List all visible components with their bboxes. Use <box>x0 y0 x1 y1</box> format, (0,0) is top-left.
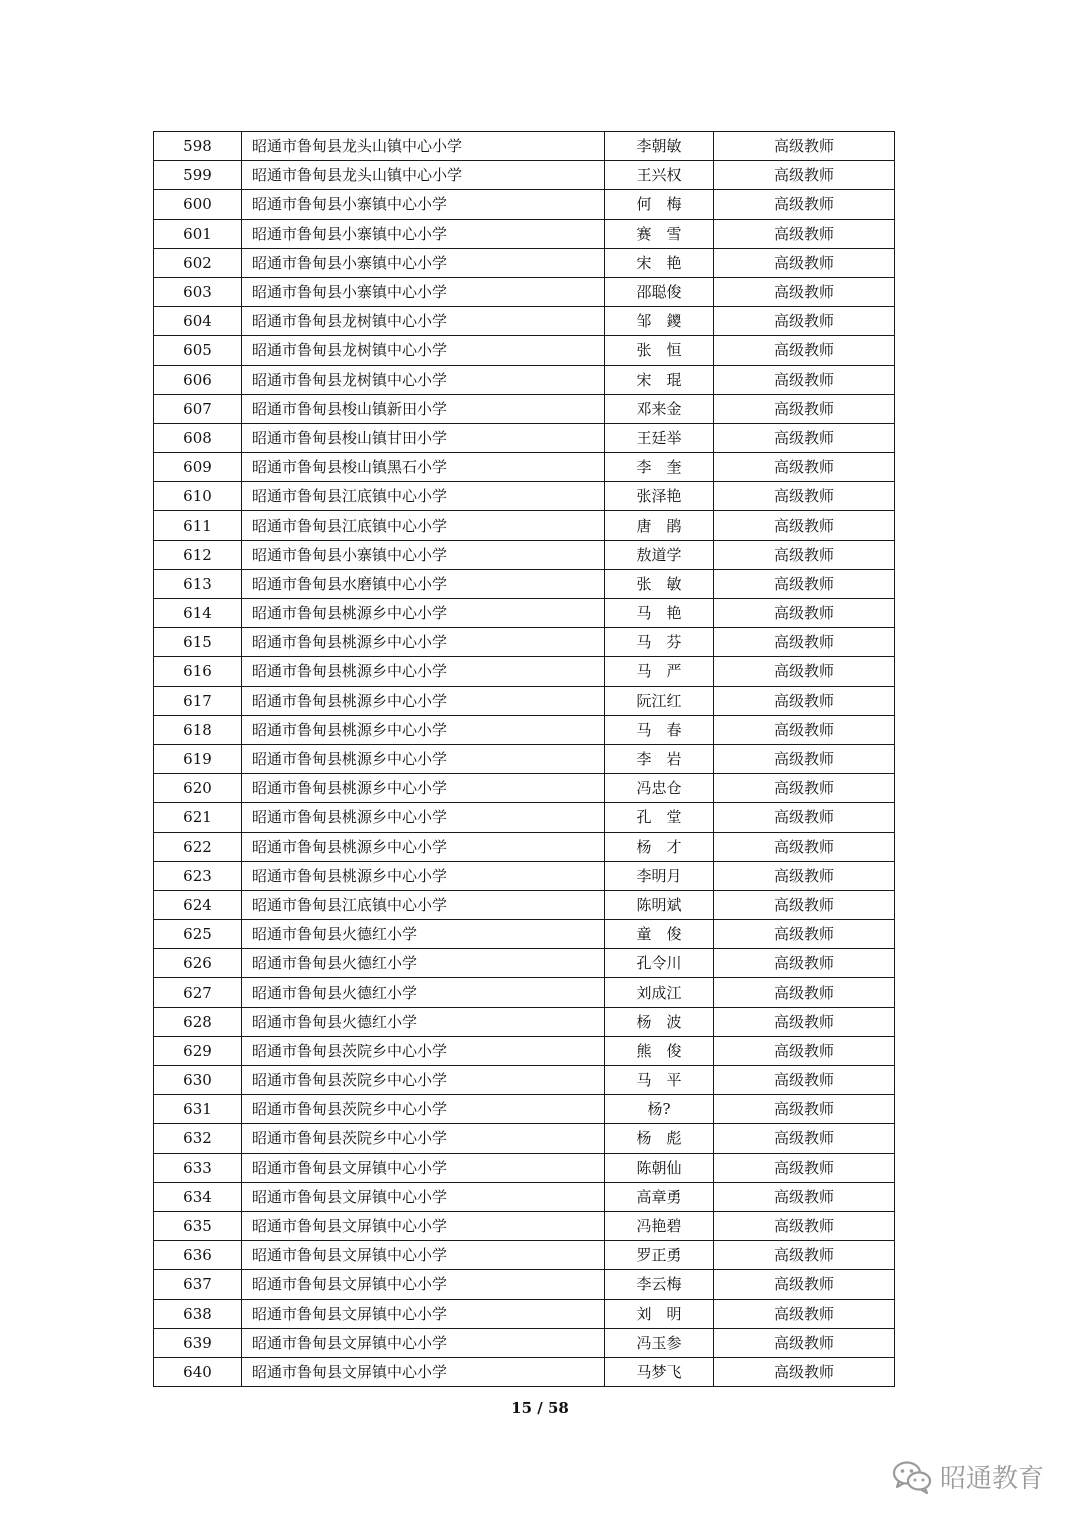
table-row <box>154 1241 895 1270</box>
school-name: 昭通市鲁甸县小寨镇中心小学 <box>242 540 605 569</box>
school-name: 昭通市鲁甸县桃源乡中心小学 <box>242 861 605 890</box>
school-name: 昭通市鲁甸县梭山镇新田小学 <box>242 394 605 423</box>
teacher-title: 高级教师 <box>714 423 895 452</box>
teacher-name: 何 梅 <box>605 190 714 219</box>
school-name: 昭通市鲁甸县文屏镇中心小学 <box>242 1211 605 1240</box>
teacher-title: 高级教师 <box>714 1211 895 1240</box>
table-row <box>154 569 895 598</box>
row-number: 625 <box>154 920 242 949</box>
row-number: 615 <box>154 628 242 657</box>
row-number: 605 <box>154 336 242 365</box>
row-number: 619 <box>154 744 242 773</box>
school-name: 昭通市鲁甸县茨院乡中心小学 <box>242 1036 605 1065</box>
table-row <box>154 1357 895 1386</box>
teacher-name: 冯忠仓 <box>605 774 714 803</box>
teacher-title: 高级教师 <box>714 686 895 715</box>
teacher-title: 高级教师 <box>714 1095 895 1124</box>
school-name: 昭通市鲁甸县桃源乡中心小学 <box>242 832 605 861</box>
teacher-title: 高级教师 <box>714 744 895 773</box>
row-number: 620 <box>154 774 242 803</box>
school-name: 昭通市鲁甸县桃源乡中心小学 <box>242 599 605 628</box>
school-name: 昭通市鲁甸县梭山镇黑石小学 <box>242 453 605 482</box>
row-number: 630 <box>154 1066 242 1095</box>
table-row <box>154 832 895 861</box>
teacher-name: 马 艳 <box>605 599 714 628</box>
row-number: 608 <box>154 423 242 452</box>
table-row <box>154 277 895 306</box>
teacher-name: 王兴权 <box>605 161 714 190</box>
row-number: 616 <box>154 657 242 686</box>
row-number: 621 <box>154 803 242 832</box>
school-name: 昭通市鲁甸县文屏镇中心小学 <box>242 1241 605 1270</box>
teacher-name: 刘 明 <box>605 1299 714 1328</box>
row-number: 602 <box>154 248 242 277</box>
teacher-title: 高级教师 <box>714 657 895 686</box>
school-name: 昭通市鲁甸县龙树镇中心小学 <box>242 365 605 394</box>
table-row <box>154 1095 895 1124</box>
row-number: 617 <box>154 686 242 715</box>
table-row <box>154 394 895 423</box>
school-name: 昭通市鲁甸县文屏镇中心小学 <box>242 1328 605 1357</box>
teacher-name: 马 严 <box>605 657 714 686</box>
teacher-title: 高级教师 <box>714 803 895 832</box>
table-row <box>154 978 895 1007</box>
teacher-title: 高级教师 <box>714 920 895 949</box>
school-name: 昭通市鲁甸县桃源乡中心小学 <box>242 657 605 686</box>
school-name: 昭通市鲁甸县江底镇中心小学 <box>242 511 605 540</box>
row-number: 601 <box>154 219 242 248</box>
teacher-title: 高级教师 <box>714 1357 895 1386</box>
teacher-name: 杨 彪 <box>605 1124 714 1153</box>
teacher-name: 张 恒 <box>605 336 714 365</box>
teacher-title: 高级教师 <box>714 890 895 919</box>
teacher-title: 高级教师 <box>714 365 895 394</box>
teacher-name: 冯艳碧 <box>605 1211 714 1240</box>
teacher-name: 李 岩 <box>605 744 714 773</box>
teacher-name: 杨? <box>605 1095 714 1124</box>
table-row <box>154 1270 895 1299</box>
school-name: 昭通市鲁甸县文屏镇中心小学 <box>242 1357 605 1386</box>
teacher-title: 高级教师 <box>714 1124 895 1153</box>
row-number: 640 <box>154 1357 242 1386</box>
school-name: 昭通市鲁甸县桃源乡中心小学 <box>242 803 605 832</box>
teacher-name: 马 春 <box>605 715 714 744</box>
school-name: 昭通市鲁甸县文屏镇中心小学 <box>242 1153 605 1182</box>
row-number: 618 <box>154 715 242 744</box>
table-row <box>154 890 895 919</box>
teacher-name: 刘成江 <box>605 978 714 1007</box>
table-row <box>154 774 895 803</box>
row-number: 610 <box>154 482 242 511</box>
teacher-title: 高级教师 <box>714 132 895 161</box>
teacher-title: 高级教师 <box>714 482 895 511</box>
teacher-title: 高级教师 <box>714 511 895 540</box>
teacher-name: 王廷举 <box>605 423 714 452</box>
teacher-title: 高级教师 <box>714 1270 895 1299</box>
row-number: 613 <box>154 569 242 598</box>
row-number: 612 <box>154 540 242 569</box>
table-row <box>154 1328 895 1357</box>
school-name: 昭通市鲁甸县水磨镇中心小学 <box>242 569 605 598</box>
row-number: 607 <box>154 394 242 423</box>
school-name: 昭通市鲁甸县江底镇中心小学 <box>242 482 605 511</box>
table-row <box>154 657 895 686</box>
school-name: 昭通市鲁甸县江底镇中心小学 <box>242 890 605 919</box>
teacher-name: 李明月 <box>605 861 714 890</box>
school-name: 昭通市鲁甸县龙头山镇中心小学 <box>242 161 605 190</box>
school-name: 昭通市鲁甸县茨院乡中心小学 <box>242 1066 605 1095</box>
school-name: 昭通市鲁甸县桃源乡中心小学 <box>242 715 605 744</box>
teacher-name: 邓来金 <box>605 394 714 423</box>
school-name: 昭通市鲁甸县小寨镇中心小学 <box>242 219 605 248</box>
table-row <box>154 1036 895 1065</box>
teacher-name: 孔令川 <box>605 949 714 978</box>
table-row <box>154 161 895 190</box>
school-name: 昭通市鲁甸县文屏镇中心小学 <box>242 1299 605 1328</box>
row-number: 638 <box>154 1299 242 1328</box>
school-name: 昭通市鲁甸县火德红小学 <box>242 949 605 978</box>
teacher-title: 高级教师 <box>714 219 895 248</box>
teacher-title: 高级教师 <box>714 628 895 657</box>
row-number: 631 <box>154 1095 242 1124</box>
teacher-name: 赛 雪 <box>605 219 714 248</box>
table-row <box>154 132 895 161</box>
row-number: 629 <box>154 1036 242 1065</box>
teacher-name: 宋 琨 <box>605 365 714 394</box>
row-number: 614 <box>154 599 242 628</box>
teacher-title: 高级教师 <box>714 1036 895 1065</box>
teacher-name: 罗正勇 <box>605 1241 714 1270</box>
school-name: 昭通市鲁甸县火德红小学 <box>242 978 605 1007</box>
school-name: 昭通市鲁甸县桃源乡中心小学 <box>242 686 605 715</box>
row-number: 633 <box>154 1153 242 1182</box>
school-name: 昭通市鲁甸县桃源乡中心小学 <box>242 744 605 773</box>
teacher-name: 邹 鑁 <box>605 307 714 336</box>
row-number: 635 <box>154 1211 242 1240</box>
teacher-title: 高级教师 <box>714 569 895 598</box>
teacher-title: 高级教师 <box>714 1066 895 1095</box>
table-row <box>154 1211 895 1240</box>
teacher-title: 高级教师 <box>714 599 895 628</box>
table-row <box>154 715 895 744</box>
school-name: 昭通市鲁甸县桃源乡中心小学 <box>242 628 605 657</box>
school-name: 昭通市鲁甸县茨院乡中心小学 <box>242 1095 605 1124</box>
teacher-name: 冯玉参 <box>605 1328 714 1357</box>
teacher-title: 高级教师 <box>714 861 895 890</box>
row-number: 628 <box>154 1007 242 1036</box>
teacher-name: 张 敏 <box>605 569 714 598</box>
table-row <box>154 336 895 365</box>
row-number: 598 <box>154 132 242 161</box>
table-row <box>154 1299 895 1328</box>
teacher-name: 张泽艳 <box>605 482 714 511</box>
school-name: 昭通市鲁甸县文屏镇中心小学 <box>242 1270 605 1299</box>
school-name: 昭通市鲁甸县小寨镇中心小学 <box>242 277 605 306</box>
school-name: 昭通市鲁甸县小寨镇中心小学 <box>242 190 605 219</box>
row-number: 600 <box>154 190 242 219</box>
teacher-title: 高级教师 <box>714 1328 895 1357</box>
teacher-title: 高级教师 <box>714 1241 895 1270</box>
teacher-title: 高级教师 <box>714 949 895 978</box>
teacher-name: 李云梅 <box>605 1270 714 1299</box>
school-name: 昭通市鲁甸县火德红小学 <box>242 920 605 949</box>
teacher-name: 敖道学 <box>605 540 714 569</box>
row-number: 604 <box>154 307 242 336</box>
table-row <box>154 861 895 890</box>
row-number: 637 <box>154 1270 242 1299</box>
table-row <box>154 190 895 219</box>
row-number: 634 <box>154 1182 242 1211</box>
teacher-title: 高级教师 <box>714 161 895 190</box>
row-number: 626 <box>154 949 242 978</box>
teacher-name: 马 芬 <box>605 628 714 657</box>
teacher-name: 李朝敏 <box>605 132 714 161</box>
school-name: 昭通市鲁甸县梭山镇甘田小学 <box>242 423 605 452</box>
table-row <box>154 248 895 277</box>
row-number: 609 <box>154 453 242 482</box>
table-row <box>154 1124 895 1153</box>
table-row <box>154 1182 895 1211</box>
school-name: 昭通市鲁甸县茨院乡中心小学 <box>242 1124 605 1153</box>
teacher-name: 杨 波 <box>605 1007 714 1036</box>
table-row <box>154 1066 895 1095</box>
school-name: 昭通市鲁甸县文屏镇中心小学 <box>242 1182 605 1211</box>
teacher-name: 高章勇 <box>605 1182 714 1211</box>
teacher-title: 高级教师 <box>714 190 895 219</box>
table-row <box>154 219 895 248</box>
teacher-title: 高级教师 <box>714 715 895 744</box>
table-row <box>154 423 895 452</box>
table-row <box>154 599 895 628</box>
teacher-name: 熊 俊 <box>605 1036 714 1065</box>
table-row <box>154 307 895 336</box>
teacher-title: 高级教师 <box>714 832 895 861</box>
school-name: 昭通市鲁甸县龙头山镇中心小学 <box>242 132 605 161</box>
teacher-name: 马梦飞 <box>605 1357 714 1386</box>
school-name: 昭通市鲁甸县桃源乡中心小学 <box>242 774 605 803</box>
teacher-title: 高级教师 <box>714 1182 895 1211</box>
teacher-name: 阮江红 <box>605 686 714 715</box>
wechat-icon <box>892 1460 932 1494</box>
table-row <box>154 511 895 540</box>
table-row <box>154 744 895 773</box>
page-number: 15 / 58 <box>511 1399 569 1417</box>
watermark-text: 昭通教育 <box>939 1464 1044 1494</box>
teacher-title: 高级教师 <box>714 277 895 306</box>
teacher-name: 杨 才 <box>605 832 714 861</box>
teacher-name: 唐 鹃 <box>605 511 714 540</box>
teacher-name: 李 奎 <box>605 453 714 482</box>
teacher-name: 宋 艳 <box>605 248 714 277</box>
table-row <box>154 1007 895 1036</box>
teacher-title: 高级教师 <box>714 248 895 277</box>
table-row <box>154 365 895 394</box>
watermark <box>892 1458 1044 1495</box>
row-number: 606 <box>154 365 242 394</box>
teacher-title: 高级教师 <box>714 1299 895 1328</box>
table-row <box>154 453 895 482</box>
row-number: 624 <box>154 890 242 919</box>
teacher-title: 高级教师 <box>714 540 895 569</box>
teacher-name: 马 平 <box>605 1066 714 1095</box>
row-number: 599 <box>154 161 242 190</box>
teacher-title: 高级教师 <box>714 394 895 423</box>
table-row <box>154 1153 895 1182</box>
table-row <box>154 628 895 657</box>
teacher-title: 高级教师 <box>714 978 895 1007</box>
row-number: 622 <box>154 832 242 861</box>
teacher-title: 高级教师 <box>714 1153 895 1182</box>
school-name: 昭通市鲁甸县小寨镇中心小学 <box>242 248 605 277</box>
teacher-title: 高级教师 <box>714 336 895 365</box>
table-body <box>154 132 895 1387</box>
row-number: 603 <box>154 277 242 306</box>
school-name: 昭通市鲁甸县龙树镇中心小学 <box>242 336 605 365</box>
teacher-name: 童 俊 <box>605 920 714 949</box>
table-row <box>154 540 895 569</box>
teacher-title: 高级教师 <box>714 307 895 336</box>
school-name: 昭通市鲁甸县龙树镇中心小学 <box>242 307 605 336</box>
row-number: 627 <box>154 978 242 1007</box>
teacher-name: 陈明斌 <box>605 890 714 919</box>
row-number: 636 <box>154 1241 242 1270</box>
table-row <box>154 482 895 511</box>
row-number: 632 <box>154 1124 242 1153</box>
teacher-name: 孔 堂 <box>605 803 714 832</box>
table-row <box>154 920 895 949</box>
teacher-name: 邵聪俊 <box>605 277 714 306</box>
table-row <box>154 949 895 978</box>
table-row <box>154 686 895 715</box>
teacher-title: 高级教师 <box>714 453 895 482</box>
teacher-name: 陈朝仙 <box>605 1153 714 1182</box>
school-name: 昭通市鲁甸县火德红小学 <box>242 1007 605 1036</box>
table-row <box>154 803 895 832</box>
teacher-list-table <box>153 131 895 1387</box>
row-number: 611 <box>154 511 242 540</box>
row-number: 623 <box>154 861 242 890</box>
teacher-title: 高级教师 <box>714 1007 895 1036</box>
teacher-title: 高级教师 <box>714 774 895 803</box>
row-number: 639 <box>154 1328 242 1357</box>
